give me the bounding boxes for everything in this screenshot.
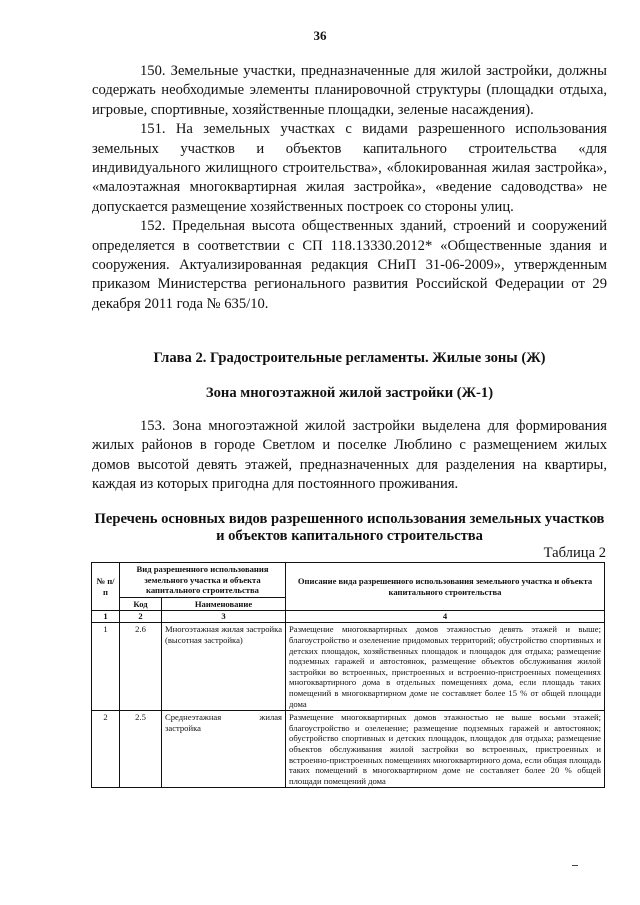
- table-header-row: [92, 563, 605, 598]
- paragraph-151: 151. На земельных участках с видами разрешенного использования земельных участков и объектов капитального строительства «для индивидуального жилищного строительства», «блокированная жилая застройка», «малоэтажная многоквартирная жилая застройка», «ведение садоводства» не допускается размещение хозяйственных построек со стороны улиц.: [92, 121, 607, 215]
- header-description: Описание вида разрешенного использования земельного участка и объекта капитального строительства: [286, 563, 605, 611]
- column-number: 1: [92, 611, 120, 623]
- paragraph-152: 152. Предельная высота общественных зданий, строений и сооружений определяется в соответствии с СП 118.13330.2012* «Общественные здания и сооружения. Актуализированная редакция СНиП 31-06-2009», утвержденным приказом Министерства регионального развития Российской Федерации от 29 декабря 2011 года № 635/10.: [92, 218, 607, 312]
- scan-mark: [572, 865, 578, 866]
- row-num: 2: [92, 711, 120, 788]
- header-num: № п/п: [92, 563, 120, 611]
- zone-heading: Зона многоэтажной жилой застройки (Ж-1): [205, 385, 494, 401]
- table-row: [92, 623, 605, 711]
- row-num: 1: [92, 623, 120, 711]
- paragraph-153: 153. Зона многоэтажной жилой застройки выделена для формирования жилых районов в городе Светлом и поселке Люблино с размещением жилых домов высотой девять этажей, предназначенных для разделения на квартиры, каждая из которых пригодна для постоянного проживания.: [92, 418, 607, 493]
- column-number-row: [92, 611, 605, 623]
- column-number: 2: [120, 611, 162, 623]
- header-name: Наименование: [162, 597, 286, 611]
- body-paragraphs: [92, 62, 607, 314]
- header-code: Код: [120, 597, 162, 611]
- row-code: 2.6: [120, 623, 162, 711]
- page-number: 36: [313, 28, 327, 43]
- column-number: 4: [286, 611, 605, 623]
- row-code: 2.5: [120, 711, 162, 788]
- row-name: Многоэтажная жилая застройка (высотная застройка): [162, 623, 286, 711]
- regulations-table: [91, 562, 605, 788]
- row-name: Среднеэтажная жилая застройка: [162, 711, 286, 788]
- header-group: Вид разрешенного использования земельного участка и объекта капитального строительства: [120, 563, 286, 598]
- paragraph-150: 150. Земельные участки, предназначенные для жилой застройки, должны содержать необходимые элементы планировочной структуры (площадки отдыха, игровые, спортивные, хозяйственные площадки, зеленые насаждения).: [92, 63, 607, 118]
- row-description: Размещение многоквартирных домов этажностью не выше восьми этажей; благоустройство и озеленение; размещение подземных гаражей и автостоянок; обустройство спортивных и детских площадок, площадок для отдыха; размещение объектов обслуживания жилой застройки во встроенных, пристроенных и встроенно-пристроенных помещениях многоквартирного дома, если общая площадь таких помещений в многоквартирном доме не составляет более 20 % общей площади помещений дома: [286, 711, 605, 788]
- column-number: 3: [162, 611, 286, 623]
- chapter-heading: Глава 2. Градостроительные регламенты. Жилые зоны (Ж): [153, 350, 546, 366]
- table-row: [92, 711, 605, 788]
- row-description: Размещение многоквартирных домов этажностью девять этажей и выше; благоустройство и озеленение придомовых территорий; обустройство спортивных и детских площадок, хозяйственных площадок и площадок для отдыха; размещение подземных гаражей и автостоянок, размещение объектов обслуживания жилой застройки во встроенных, пристроенных и встроенно-пристроенных помещениях многоквартирного дома в отдельных помещениях дома, если площадь таких помещений в многоквартирном доме не составляет более 15 % от общей площади дома: [286, 623, 605, 711]
- table-label: Таблица 2: [543, 545, 606, 561]
- list-title: Перечень основных видов разрешенного использования земельных участков и объектов капитального строительства: [94, 511, 605, 544]
